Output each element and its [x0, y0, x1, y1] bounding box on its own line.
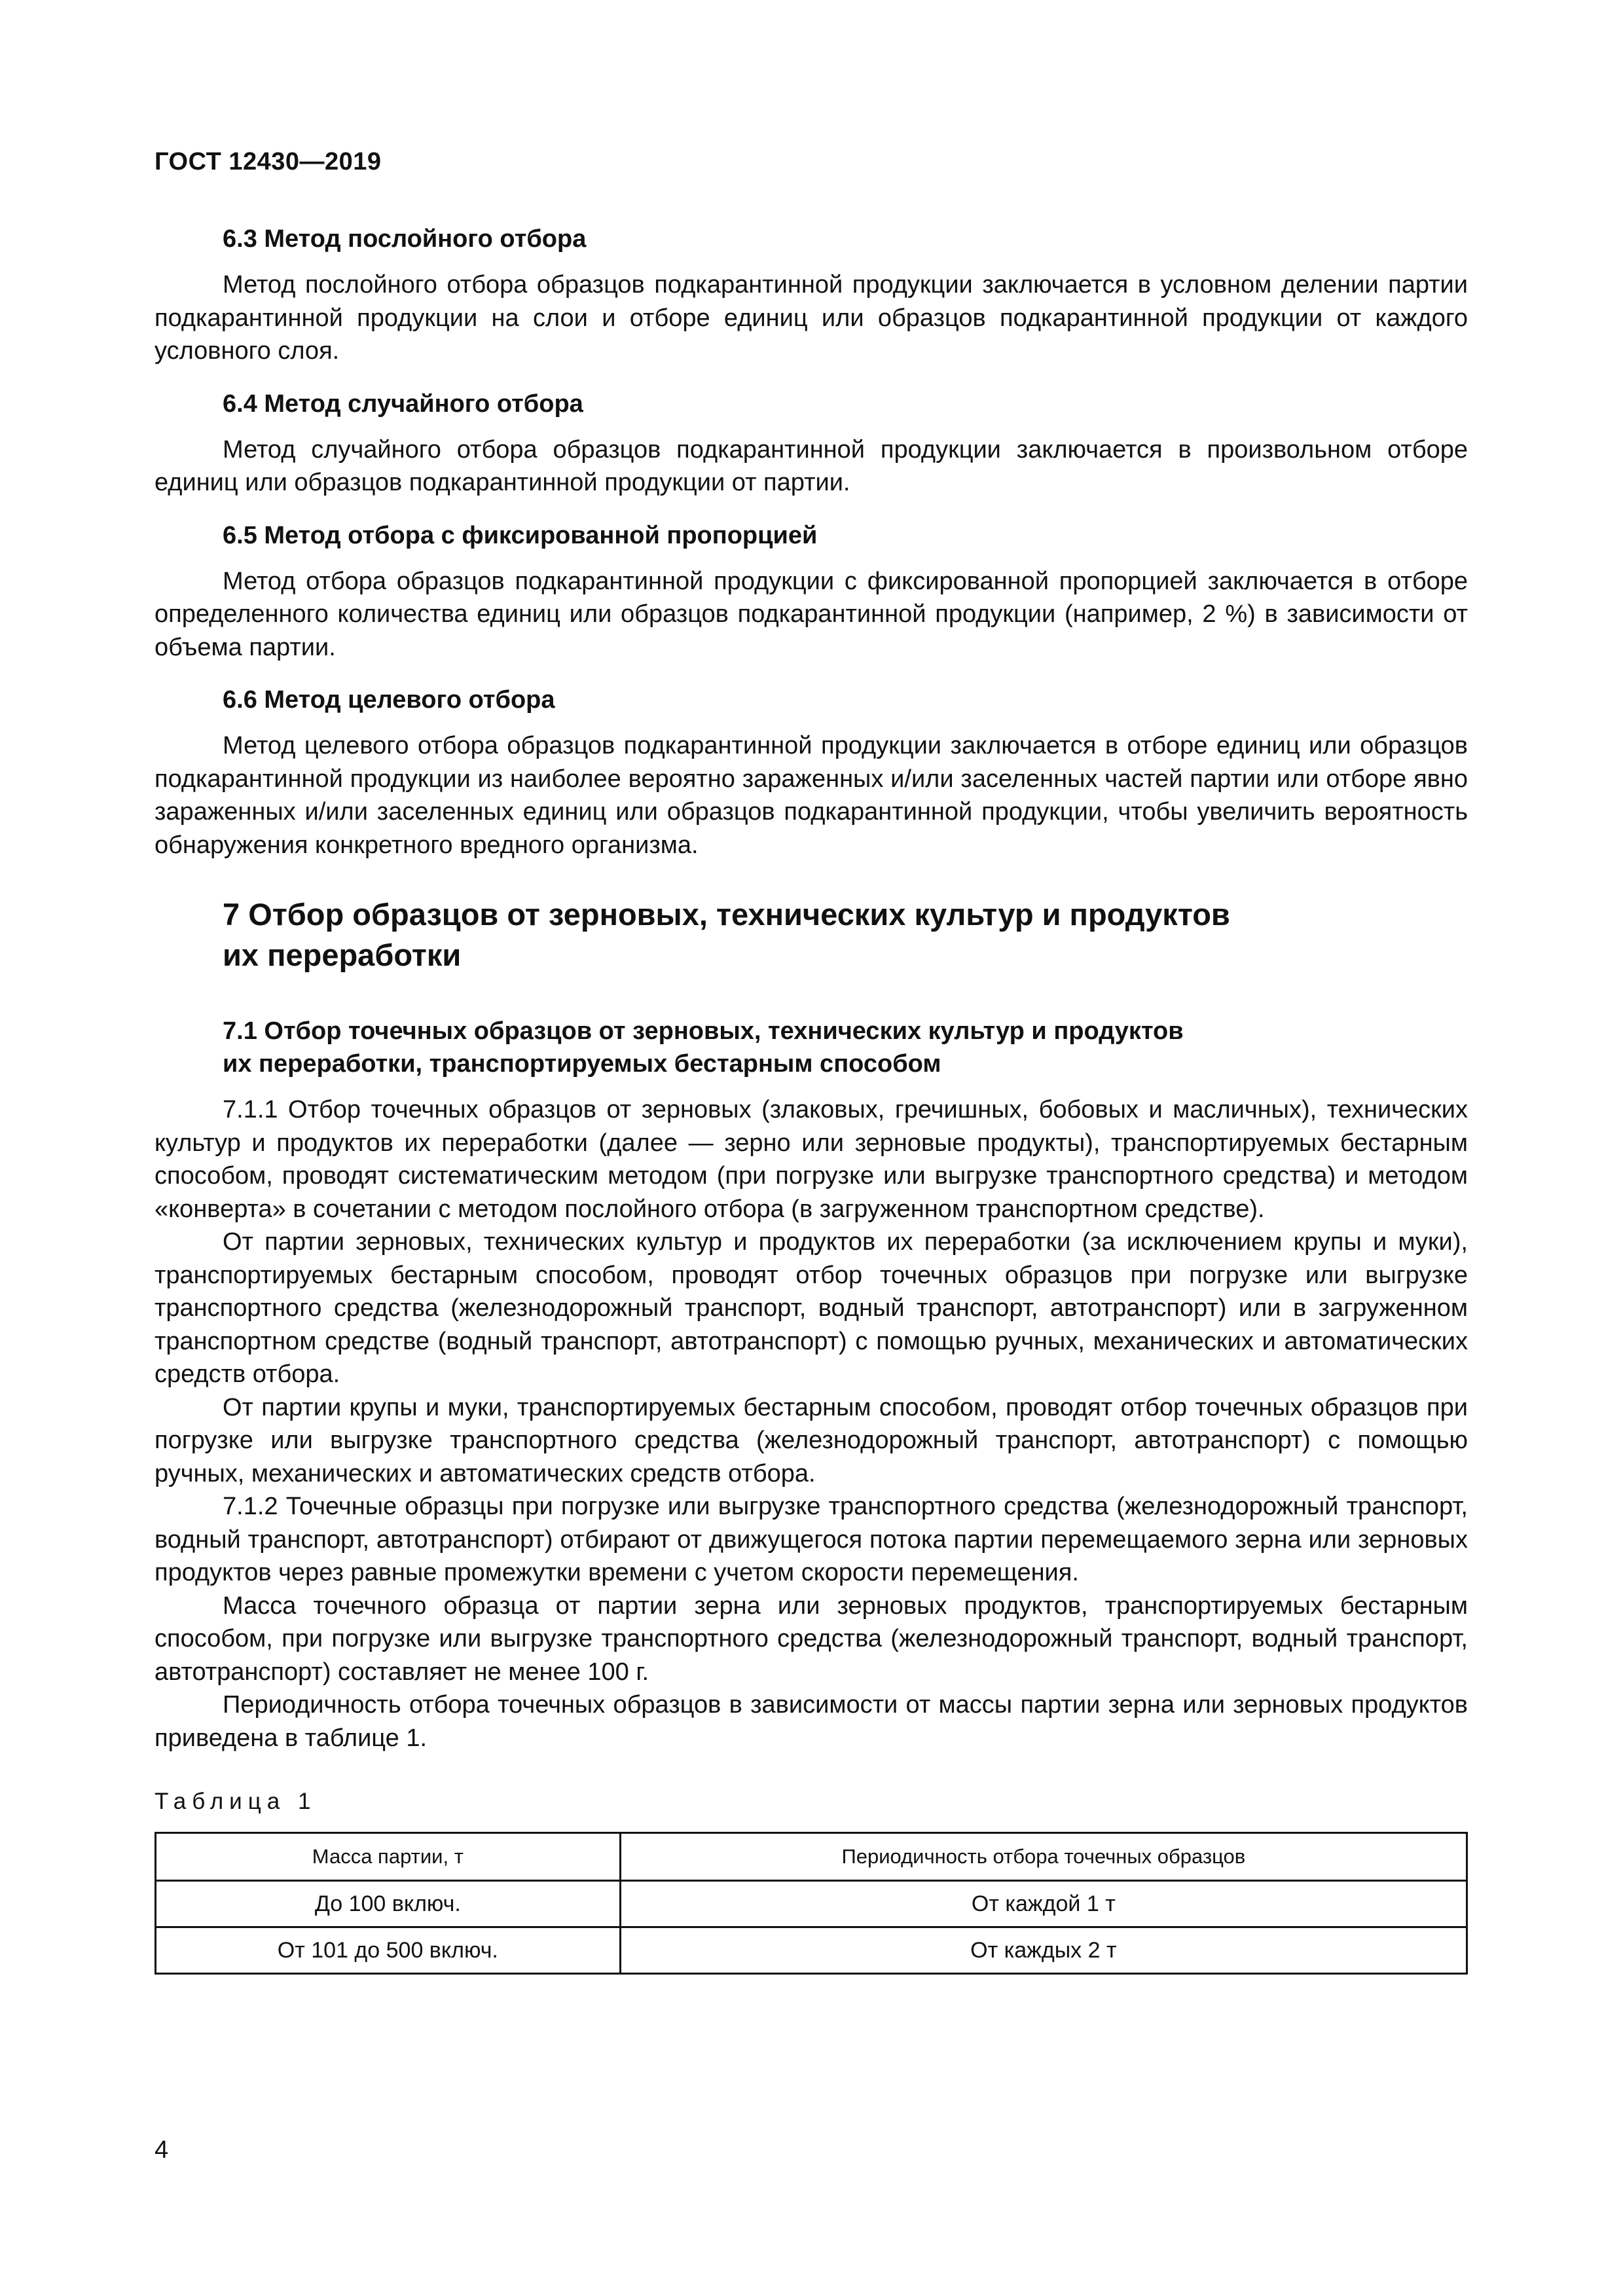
document-page	[155, 0, 1468, 2296]
table-row	[156, 1881, 1467, 1927]
sampling-table	[155, 1832, 1468, 1975]
paragraph-7-1-2: 7.1.2 Точечные образцы при погрузке или выгрузке транспортного средства (железнодорожный транспорт, водный транспорт, автотранспорт) отбирают от движущегося потока партии перемещаемого зерна или зерновых продуктов через равные промежутки времени с учетом скорости перемещения.	[155, 1493, 1468, 1586]
document-header: ГОСТ 12430—2019	[155, 148, 382, 175]
paragraph-7-1-2-c: Периодичность отбора точечных образцов в зависимости от массы партии зерна или зерновых продуктов приведена в таблице 1.	[155, 1691, 1468, 1752]
section-heading-6-4: 6.4 Метод случайного отбора	[223, 390, 583, 418]
page-number: 4	[155, 2136, 169, 2164]
section-heading-7-1-line1: 7.1 Отбор точечных образцов от зерновых, технических культур и продуктов	[223, 1017, 1184, 1045]
document-body	[155, 223, 1468, 1975]
section-text-6-4: Метод случайного отбора образцов подкарантинной продукции заключается в произвольном отборе единиц или образцов подкарантинной продукции от партии.	[155, 435, 1468, 496]
chapter-heading-7	[155, 894, 1468, 975]
paragraph-7-1-1-b: От партии зерновых, технических культур и продуктов их переработки (за исключением крупы и муки), транспортируемых бестарным способом, проводят отбор точечных образцов при погрузке или выгрузке транспортного средства (железнодорожный транспорт, водный транспорт, автотранспорт) или в загруженном транспортном средстве (водный транспорт, автотранспорт) с помощью ручных, механических и автоматических средств отбора.	[155, 1228, 1468, 1388]
section-text-6-5: Метод отбора образцов подкарантинной продукции с фиксированной пропорцией заключается в отборе определенного количества единиц или образцов подкарантинной продукции (например, 2 %) в зависимости от объема партии.	[155, 567, 1468, 661]
table-caption: Таблица 1	[155, 1789, 317, 1814]
table-row	[156, 1927, 1467, 1974]
section-text-6-6: Метод целевого отбора образцов подкарантинной продукции заключается в отборе единиц или образцов подкарантинной продукции из наиболее вероятно зараженных и/или заселенных частей партии или отборе явно зараженных и/или заселенных единиц или образцов подкарантинной продукции, чтобы увеличить вероятность обнаружения конкретного вредного организма.	[155, 732, 1468, 859]
table-cell: От каждой 1 т	[620, 1881, 1467, 1927]
paragraph-7-1-1: 7.1.1 Отбор точечных образцов от зерновых (злаковых, гречишных, бобовых и масличных), технических культур и продуктов их переработки (далее — зерно или зерновые продукты), транспортируемых бестарным способом, проводят систематическим методом (при погрузке или выгрузке транспортного средства) и методом «конверта» в сочетании с методом послойного отбора (в загруженном транспортном средстве).	[155, 1096, 1468, 1223]
chapter-heading-7-line2: их переработки	[223, 938, 462, 972]
chapter-heading-7-line1: 7 Отбор образцов от зерновых, технических культур и продуктов	[223, 897, 1230, 932]
section-heading-6-3: 6.3 Метод послойного отбора	[223, 225, 587, 253]
section-heading-6-5: 6.5 Метод отбора с фиксированной пропорцией	[223, 521, 818, 549]
table-header-cell: Масса партии, т	[156, 1833, 621, 1881]
section-heading-6-6: 6.6 Метод целевого отбора	[223, 686, 555, 714]
paragraph-7-1-2-b: Масса точечного образца от партии зерна или зерновых продуктов, транспортируемых бестарным способом, при погрузке или выгрузке транспортного средства (железнодорожный транспорт, водный транспорт, автотранспорт) составляет не менее 100 г.	[155, 1592, 1468, 1686]
section-heading-7-1	[155, 1015, 1468, 1080]
table-header-row	[156, 1833, 1467, 1881]
table-cell: От каждых 2 т	[620, 1927, 1467, 1974]
table-cell: До 100 включ.	[156, 1881, 621, 1927]
section-heading-7-1-line2: их переработки, транспортируемых бестарным способом	[223, 1050, 941, 1078]
table-header-cell: Периодичность отбора точечных образцов	[620, 1833, 1467, 1881]
section-text-6-3: Метод послойного отбора образцов подкарантинной продукции заключается в условном делении партии подкарантинной продукции на слои и отборе единиц или образцов подкарантинной продукции от каждого условного слоя.	[155, 271, 1468, 365]
table-cell: От 101 до 500 включ.	[156, 1927, 621, 1974]
paragraph-7-1-1-c: От партии крупы и муки, транспортируемых бестарным способом, проводят отбор точечных образцов при погрузке или выгрузке транспортного средства (железнодорожный транспорт, автотранспорт) с помощью ручных, механических и автоматических средств отбора.	[155, 1393, 1468, 1487]
